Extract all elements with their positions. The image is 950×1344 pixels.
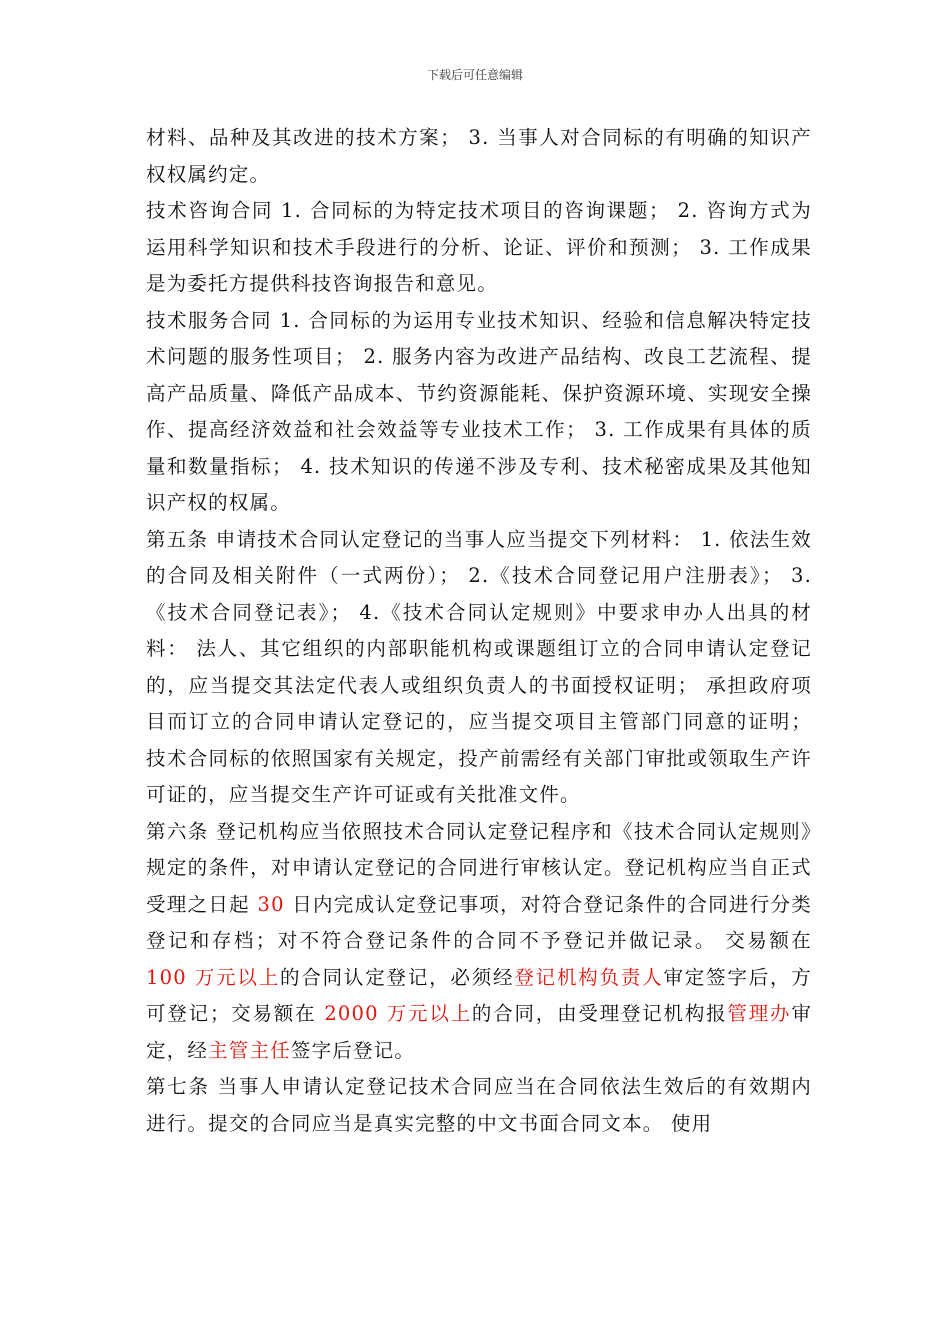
text-run: 材料、品种及其改进的技术方案； 3. 当事人对合同标的有明确的知识产权权属约定。 — [146, 126, 812, 186]
paragraph — [146, 193, 812, 303]
text-run: 审定，经 — [146, 1002, 813, 1062]
page-header: 下载后可任意编辑 — [426, 68, 523, 82]
document-body — [146, 120, 812, 1142]
highlighted-text: 管理办 — [727, 1002, 792, 1025]
highlighted-text: 主管主任 — [208, 1038, 291, 1062]
highlighted-text: 30 — [257, 892, 285, 916]
text-run: 审定签字后，方可登记；交易额在 — [146, 965, 812, 1025]
highlighted-text: 登记机构负责人 — [514, 965, 664, 989]
text-run: 的合同，由受理登记机构报 — [471, 1002, 728, 1025]
paragraph — [146, 814, 812, 1070]
text-run: 日内完成认定登记事项，对符合登记条件的合同进行分类登记和存档；对不符合登记条件的合同不予登记并做记录。 交易额在 — [146, 892, 812, 952]
paragraph — [146, 1069, 812, 1142]
text-run: 第六条 登记机构应当依照技术合同认定登记程序和《技术合同认定规则》规定的条件，对申请认定登记的合同进行审核认定。登记机构应当自正式受理之日起 — [146, 819, 812, 916]
highlighted-text: 100 万元以上 — [146, 965, 281, 989]
text-run: 签字后登记。 — [290, 1038, 416, 1062]
paragraph — [146, 120, 812, 193]
highlighted-text: 2000 万元以上 — [324, 1002, 472, 1025]
text-run: 技术咨询合同 1. 合同标的为特定技术项目的咨询课题； 2. 咨询方式为运用科学知识和技术手段进行的分析、论证、评价和预测； 3. 工作成果是为委托方提供科技咨询报告和意见。 — [146, 199, 812, 295]
text-run: 技术服务合同 1. 合同标的为运用专业技术知识、经验和信息解决特定技术问题的服务性项目； 2. 服务内容为改进产品结构、改良工艺流程、提高产品质量、降低产品成本、节约资源能耗、保护资源环境、实现安全操作、提高经济效益和社会效益等专业技术工作； 3. 工作成果有具体的质量和数量指标； 4. 技术知识的传递不涉及专利、技术秘密成果及其他知识产权的权属。 — [146, 308, 812, 514]
text-run: 第五条 申请技术合同认定登记的当事人应当提交下列材料： 1. 依法生效的合同及相关附件（一式两份）； 2.《技术合同登记用户注册表》； 3.《技术合同登记表》； 4.《技术合同认定规则》中要求申办人出具的材料： 法人、其它组织的内部职能机构或课题组订立的合同申请认定登记的，应当提交其法定代表人或组织负责人的书面授权证明； 承担政府项目而订立的合同申请认定登记的，应当提交项目主管部门同意的证明； 技术合同标的依照国家有关规定，投产前需经有关部门审批或领取生产许可证的，应当提交生产许可证或有关批准文件。 — [146, 527, 812, 806]
paragraph — [146, 522, 812, 814]
text-run: 的合同认定登记，必须经 — [280, 965, 515, 989]
paragraph — [146, 303, 812, 522]
text-run: 第七条 当事人申请认定登记技术合同应当在合同依法生效后的有效期内进行。提交的合同应当是真实完整的中文书面合同文本。 使用 — [146, 1075, 812, 1135]
